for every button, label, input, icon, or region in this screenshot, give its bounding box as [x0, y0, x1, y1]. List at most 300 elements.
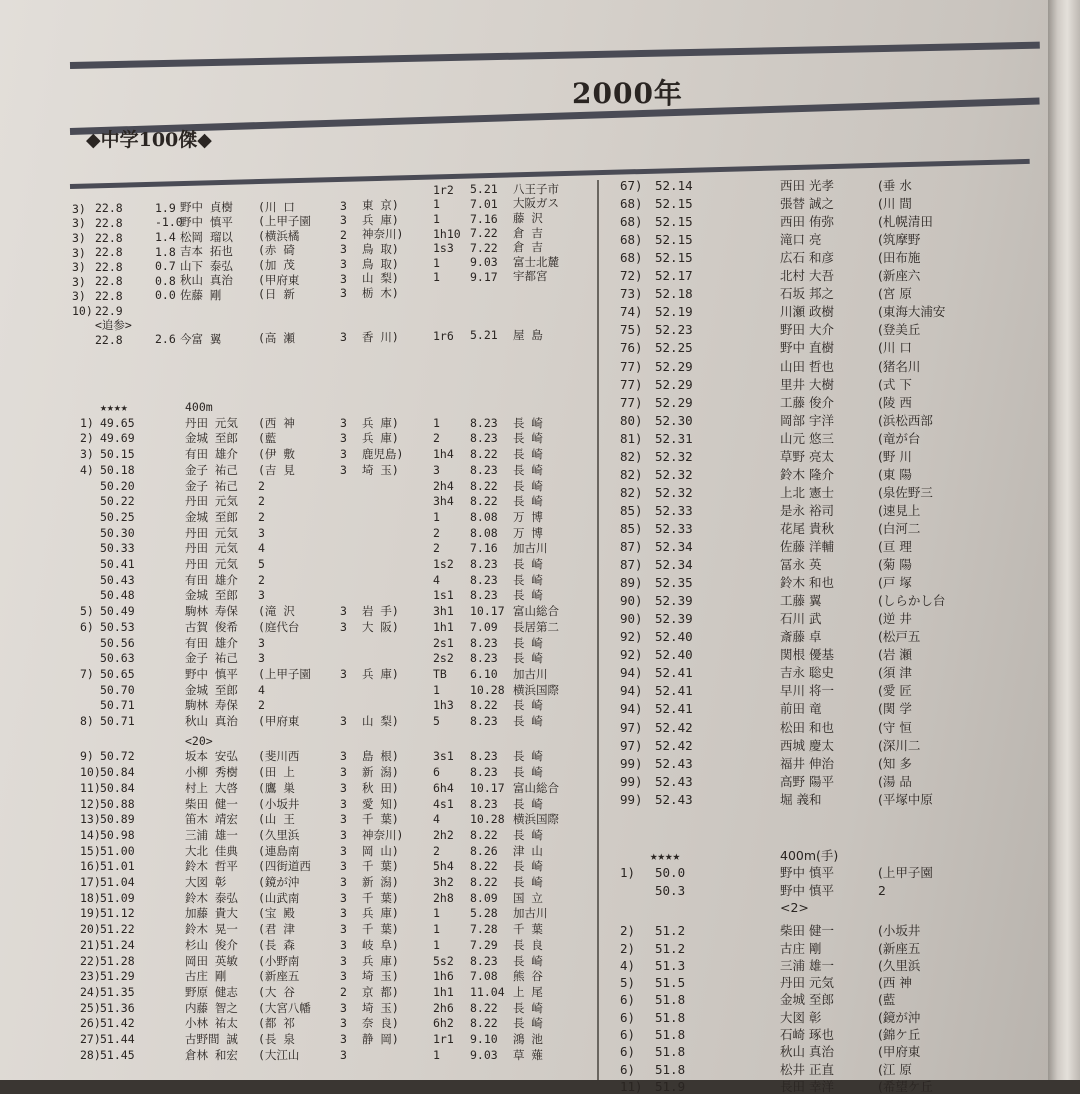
cell-mark: 51.09 [100, 890, 135, 905]
cell-venue: 長 崎 [513, 859, 543, 874]
cell-mark: 50.56 [100, 635, 135, 650]
cell-mark: 51.8 [655, 1061, 686, 1077]
cell-name: 秋山 真治 [185, 714, 238, 728]
cell-rank: 1) [80, 415, 94, 430]
cell-name: 大北 佳典 [185, 843, 238, 858]
cell-name: 鈴木 和也 [780, 575, 834, 591]
cell-team: 2 [258, 698, 265, 713]
cell-name: 石崎 琢也 [780, 1027, 834, 1042]
cell-grade: 3 [340, 796, 347, 811]
cell-team: (深川二 [878, 737, 921, 753]
cell-rank: 16) [80, 859, 101, 874]
cell-name: 福井 伸治 [780, 755, 834, 771]
cell-team: 3 [258, 651, 265, 666]
cell-rank: 25) [80, 1000, 101, 1015]
cell-rank: 85) [620, 520, 643, 536]
cell-team: (垂 水 [878, 178, 912, 193]
cell-mark: 22.8 [95, 201, 123, 216]
cell-rank: 80) [620, 412, 643, 428]
cell-name: 野中 貞樹 [180, 200, 233, 215]
cell-pref: 新 潟) [362, 765, 399, 780]
cell-date: 8.22 [470, 478, 498, 493]
cell-pref: 兵 庫) [362, 415, 399, 430]
cell-team: 2 [258, 478, 265, 493]
cell-team: (宝 殿 [258, 906, 295, 921]
cell-team: (宮 原 [878, 286, 912, 302]
cell-venue: 長 崎 [513, 494, 543, 509]
cell-team: (伊 敷 [258, 447, 295, 462]
cell-rank: 11) [80, 780, 101, 795]
cell-name: 古賀 俊希 [185, 619, 238, 634]
cell-rank: 26) [80, 1016, 101, 1031]
cell-rank: 74) [620, 304, 643, 320]
cell-mark: 50.89 [100, 812, 135, 827]
cell-mark: 52.35 [655, 575, 693, 591]
cell-pref: 兵 庫) [362, 953, 399, 968]
cell-rank: 19) [80, 906, 101, 921]
cell-mark: 51.04 [100, 875, 135, 889]
cell-rank: 75) [620, 322, 643, 338]
cell-team: (大 谷 [258, 984, 295, 999]
cell-mark: 50.65 [100, 666, 135, 681]
cell-pref: 千 葉) [362, 859, 399, 874]
cell-team: (高 瀬 [258, 330, 295, 345]
cell-mark: 52.40 [655, 629, 693, 645]
cell-pref: 岐 阜) [362, 937, 399, 952]
cell-name: <2> [780, 899, 809, 915]
cell-grade: 3 [340, 1047, 347, 1062]
cell-team: 3 [258, 588, 265, 603]
cell-venue: 倉 吉 [513, 240, 543, 255]
cell-team: (速見上 [878, 502, 921, 518]
cell-mark: 50.30 [100, 525, 135, 540]
cell-name: 三浦 雄一 [780, 957, 834, 973]
cell-rank: 8) [80, 714, 94, 728]
cell-name: 小林 祐太 [185, 1016, 238, 1031]
cell-venue: 長 崎 [513, 1000, 543, 1015]
cell-name: 松田 和也 [780, 719, 834, 735]
cell-mark: 51.2 [655, 940, 686, 956]
cell-round: 2h4 [433, 478, 454, 493]
cell-pref: 鳥 取) [362, 256, 399, 271]
cell-date: 7.29 [470, 937, 498, 952]
cell-mark: 50.53 [100, 619, 135, 634]
cell-pref: 山 梨) [362, 271, 399, 286]
cell-mark: 49.65 [100, 415, 135, 430]
cell-rank: 3) [72, 216, 86, 231]
cell-team: (四街道西 [258, 859, 311, 874]
cell-mark: 49.69 [100, 431, 135, 446]
cell-name: 山田 哲也 [780, 358, 834, 374]
cell-grade: 2 [340, 227, 347, 242]
cell-mark: 52.41 [655, 683, 693, 699]
cell-team: 2 [258, 494, 265, 509]
cell-mark: 50.88 [100, 796, 135, 811]
cell-team: (小坂井 [878, 923, 921, 939]
cell-mark: 52.43 [655, 791, 693, 807]
cell-venue: 藤 沢 [513, 211, 543, 226]
cell-mark: 51.3 [655, 957, 686, 973]
cell-rank: 24) [80, 984, 101, 999]
cell-name: 斎藤 卓 [780, 629, 822, 645]
cell-name: 松岡 瑠以 [180, 229, 233, 244]
cell-mark: 51.28 [100, 953, 135, 968]
cell-mark: 51.8 [655, 1009, 686, 1025]
cell-mark: 52.32 [655, 448, 693, 464]
cell-name: 金子 祐己 [185, 651, 238, 666]
cell-round: 3h2 [433, 875, 454, 889]
cell-rank: 28) [80, 1047, 101, 1062]
cell-round: 1 [433, 509, 440, 524]
cell-name: 西田 光孝 [780, 178, 834, 193]
cell-pref: 千 葉) [362, 890, 399, 905]
cell-venue: 万 博 [513, 509, 543, 524]
cell-mark: 50.49 [100, 604, 135, 619]
cell-round: 1 [433, 937, 440, 952]
cell-rank: 23) [80, 969, 101, 984]
cell-rank: 22) [80, 953, 101, 968]
cell-date: 8.23 [470, 749, 498, 764]
cell-venue: 長 崎 [513, 796, 543, 811]
cell-name: 鈴木 晃一 [185, 922, 238, 937]
cell-round: 3s1 [433, 749, 454, 764]
cell-team: 2 [878, 882, 886, 898]
cell-team: (横浜橘 [258, 228, 300, 243]
cell-round: 1h4 [433, 447, 454, 462]
cell-mark: 50.71 [100, 714, 135, 728]
cell-venue: 長 良 [513, 937, 543, 952]
cell-date: 8.22 [470, 698, 498, 713]
cell-round: 2h6 [433, 1000, 454, 1015]
cell-wind: 0.7 [155, 259, 176, 274]
cell-name: 丹田 元気 [185, 557, 238, 571]
cell-mark: 51.5 [655, 975, 686, 991]
cell-name: 柴田 健一 [780, 923, 834, 939]
cell-mark: 22.8 [95, 259, 123, 274]
cell-team: (甲府東 [878, 1044, 921, 1060]
cell-rank: 81) [620, 430, 643, 446]
cell-mark: 22.8 [95, 289, 123, 304]
cell-round: 2h2 [433, 827, 454, 842]
cell-round: 2 [433, 525, 440, 540]
cell-rank: 68) [620, 196, 643, 212]
cell-round: 1 [433, 906, 440, 921]
cell-team: 3 [258, 525, 265, 540]
cell-team: (吉 見 [258, 462, 295, 477]
cell-grade: 3 [340, 749, 347, 764]
cell-round: 1h6 [433, 969, 454, 984]
cell-venue: 長 崎 [513, 557, 543, 571]
cell-round: 3 [433, 462, 440, 477]
cell-date: 6.10 [470, 666, 498, 681]
cell-team: (上甲子園 [878, 865, 933, 881]
cell-mark: 52.43 [655, 773, 693, 789]
cell-rank: 21) [80, 937, 101, 952]
cell-pref: 埼 玉) [362, 969, 399, 984]
cell-name: 野原 健志 [185, 984, 238, 999]
cell-venue: 長 崎 [513, 651, 543, 666]
cell-date: 8.08 [470, 509, 498, 524]
cell-mark: 52.15 [655, 250, 693, 266]
cell-name: 金城 至郎 [185, 682, 238, 697]
cell-name: 石川 武 [780, 611, 822, 627]
cell-name: 駒林 寿保 [185, 698, 238, 713]
cell-rank: 90) [620, 593, 643, 609]
cell-team: (都 祁 [258, 1016, 295, 1031]
cell-team: (川 口 [258, 199, 295, 214]
cell-rank: 27) [80, 1032, 101, 1046]
cell-date: 9.03 [470, 255, 498, 270]
cell-team: (鏡が沖 [258, 875, 300, 889]
cell-team: (新座六 [878, 268, 921, 284]
cell-team: (田 上 [258, 765, 295, 780]
cell-name: 草野 亮太 [780, 448, 834, 464]
cell-name: 工藤 翼 [780, 593, 822, 609]
cell-mark: 52.39 [655, 593, 693, 609]
cell-mark: 52.39 [655, 611, 693, 627]
cell-name: 野田 大介 [780, 322, 834, 338]
cell-rank: 6) [620, 1061, 636, 1077]
cell-name: 松井 正直 [780, 1061, 834, 1077]
cell-grade: 3 [340, 619, 347, 634]
cell-team: 2 [258, 572, 265, 587]
cell-round: 4 [433, 572, 440, 587]
cell-rank: 15) [80, 843, 101, 858]
cell-rank: 5) [80, 604, 94, 619]
cell-rank: 9) [80, 749, 94, 764]
cell-rank: 3) [80, 447, 94, 462]
cell-round: 6 [433, 765, 440, 780]
cell-name: 佐藤 洋輔 [780, 539, 834, 554]
cell-name: 長田 幸洋 [780, 1078, 834, 1094]
cell-date: 10.28 [470, 812, 505, 827]
cell-date: 8.23 [470, 557, 498, 571]
cell-mark: 50.3 [655, 882, 686, 898]
cell-rank: 77) [620, 358, 643, 374]
cell-name: 柴田 健一 [185, 796, 238, 811]
cell-mark: 52.42 [655, 719, 693, 735]
cell-name: 内藤 智之 [185, 1000, 238, 1015]
cell-name: 400m [185, 400, 213, 414]
cell-rank: 3) [72, 201, 86, 216]
cell-grade: 3 [340, 242, 347, 257]
cell-rank: 2) [620, 923, 636, 939]
cell-team: (日 新 [258, 287, 295, 302]
cell-round: 1s1 [433, 588, 454, 603]
cell-round: 2 [433, 541, 440, 556]
cell-mark: 52.29 [655, 358, 693, 374]
cell-mark: 52.43 [655, 755, 693, 771]
cell-name: 堀 義和 [780, 791, 822, 807]
cell-pref: 東 京) [362, 198, 399, 213]
cell-team: (登美丘 [878, 322, 921, 338]
cell-grade: 3 [340, 1016, 347, 1031]
cell-date: 8.08 [470, 525, 498, 540]
cell-name: 金子 祐己 [185, 462, 238, 477]
cell-pref: 鹿児島) [362, 447, 404, 462]
cell-pref: 静 岡) [362, 1032, 399, 1046]
cell-team: (藍 [258, 431, 277, 446]
cell-rank: 92) [620, 629, 643, 645]
cell-team: (平塚中原 [878, 791, 933, 807]
cell-name: 鈴木 隆介 [780, 466, 834, 482]
cell-name: 山元 悠三 [780, 430, 834, 446]
cell-mark: 52.34 [655, 539, 693, 554]
cell-venue: 長 崎 [513, 588, 543, 603]
cell-wind: 0.0 [155, 288, 176, 303]
cell-team: (上甲子園 [258, 214, 311, 229]
cell-mark: 52.17 [655, 268, 693, 284]
cell-round: 1r2 [433, 182, 454, 197]
year-heading: 2000年 [572, 77, 683, 110]
cell-grade: 3 [340, 447, 347, 462]
cell-pref: 京 都) [362, 984, 399, 999]
cell-team: (竜が台 [878, 430, 921, 446]
cell-rank: 6) [620, 1009, 636, 1025]
cell-rank: 87) [620, 557, 643, 573]
cell-team: (連島南 [258, 843, 300, 858]
cell-name: 笛木 靖宏 [185, 812, 238, 827]
cell-grade: 3 [340, 1000, 347, 1015]
cell-team: (山武南 [258, 890, 300, 905]
cell-mark: 52.33 [655, 520, 693, 536]
cell-team: (藍 [878, 992, 896, 1008]
cell-team: (斐川西 [258, 749, 300, 764]
cell-mark: 52.33 [655, 502, 693, 518]
cell-team: (小野南 [258, 953, 300, 968]
cell-team: (川 口 [878, 340, 912, 356]
cell-round: 1 [433, 212, 440, 226]
cell-name: 鈴木 哲平 [185, 859, 238, 874]
cell-mark: 50.18 [100, 462, 135, 477]
cell-rank: 4) [80, 462, 94, 477]
cell-team: (白河二 [878, 520, 921, 536]
cell-round: 2 [433, 843, 440, 858]
cell-team: 4 [258, 682, 265, 697]
cell-rank: 82) [620, 466, 643, 482]
cell-pref: 兵 庫) [362, 431, 399, 446]
cell-round: 1r6 [433, 328, 454, 343]
cell-grade: 3 [340, 906, 347, 921]
cell-venue: 長 崎 [513, 431, 543, 446]
cell-mark: 51.36 [100, 1000, 135, 1015]
cell-mark: 52.25 [655, 340, 693, 356]
cell-date: 10.28 [470, 682, 505, 697]
cell-team: (札幌清田 [878, 214, 933, 230]
cell-date: 5.28 [470, 906, 498, 921]
cell-venue: 万 博 [513, 525, 543, 540]
cell-rank: 72) [620, 268, 643, 284]
cell-venue: 長 崎 [513, 1016, 543, 1031]
cell-rank: 3) [72, 245, 86, 260]
cell-pref: 岡 山) [362, 843, 399, 858]
cell-team: (赤 碕 [258, 243, 295, 258]
cell-name: 佐藤 剛 [180, 288, 222, 303]
cell-team: (新座五 [258, 969, 300, 984]
cell-name: 丹田 元気 [185, 494, 238, 509]
cell-rank: 90) [620, 611, 643, 627]
cell-venue: 八王子市 [513, 181, 559, 196]
cell-name: 村上 大啓 [185, 780, 238, 795]
cell-name: 前田 竜 [780, 701, 822, 717]
cell-name: 工藤 俊介 [780, 394, 834, 410]
cell-round: 2s1 [433, 635, 454, 650]
cell-mark: 51.00 [100, 843, 135, 858]
cell-team: (東 陽 [878, 466, 912, 482]
cell-rank: 2) [80, 431, 94, 446]
cell-date: 8.23 [470, 431, 498, 446]
cell-rank: 68) [620, 214, 643, 230]
cell-rank: 18) [80, 890, 101, 905]
cell-rank: 99) [620, 755, 643, 771]
cell-mark: 50.22 [100, 494, 135, 509]
cell-venue: 上 尾 [513, 984, 543, 999]
cell-venue: 長 崎 [513, 953, 543, 968]
cell-wind: 1.4 [155, 229, 176, 244]
cell-date: 8.22 [470, 494, 498, 509]
cell-rank: 73) [620, 286, 643, 302]
cell-date: 8.23 [470, 714, 498, 728]
cell-name: 金城 至郎 [185, 509, 238, 524]
cell-grade: 2 [340, 984, 347, 999]
cell-pref: 大 阪) [362, 619, 399, 634]
cell-rank: 6) [80, 619, 94, 634]
cell-mark: 52.40 [655, 647, 693, 663]
cell-rank: 13) [80, 812, 101, 827]
cell-venue: 長 崎 [513, 635, 543, 650]
cell-team: (甲府東 [258, 272, 300, 287]
cell-grade: 3 [340, 1032, 347, 1046]
cell-mark: 51.42 [100, 1016, 135, 1031]
cell-team: 2 [258, 509, 265, 524]
cell-round: 1 [433, 1047, 440, 1062]
cell-rank: 87) [620, 539, 643, 554]
cell-name: 大図 彰 [185, 875, 227, 889]
cell-team: (田布施 [878, 250, 921, 266]
cell-round: 1s2 [433, 557, 454, 571]
cell-venue: 加古川 [513, 541, 548, 556]
cell-mark: ★★★★ [100, 400, 128, 414]
cell-venue: 草 薙 [513, 1047, 543, 1062]
cell-name: 有田 雄介 [185, 635, 238, 650]
cell-grade: 3 [340, 714, 347, 728]
cell-grade: 3 [340, 937, 347, 952]
cell-grade: 3 [340, 286, 347, 301]
cell-grade: 3 [340, 604, 347, 619]
cell-round: 5h4 [433, 859, 454, 874]
cell-rank: 3) [72, 274, 86, 289]
cell-mark: 50.41 [100, 557, 135, 571]
cell-name: 坂本 安弘 [185, 749, 238, 764]
cell-name: 秋山 真治 [780, 1044, 834, 1060]
cell-mark: 52.41 [655, 701, 693, 717]
cell-venue: 長 崎 [513, 749, 543, 764]
cell-rank: 3) [72, 289, 86, 304]
cell-rank: 97) [620, 737, 643, 753]
cell-name: 丹田 元気 [780, 975, 834, 991]
cell-venue: 横浜国際 [513, 682, 559, 697]
cell-name: 鈴木 泰弘 [185, 890, 238, 905]
cell-mark: 22.8 [95, 230, 123, 245]
cell-team: (君 津 [258, 922, 295, 937]
cell-rank: 82) [620, 484, 643, 500]
cell-team: (久里浜 [258, 827, 300, 842]
cell-venue: 加古川 [513, 666, 548, 681]
cell-mark: 22.9 [95, 303, 123, 318]
cell-name: 金城 至郎 [185, 588, 238, 603]
cell-round: 1 [433, 682, 440, 697]
cell-round: 6h4 [433, 780, 454, 795]
